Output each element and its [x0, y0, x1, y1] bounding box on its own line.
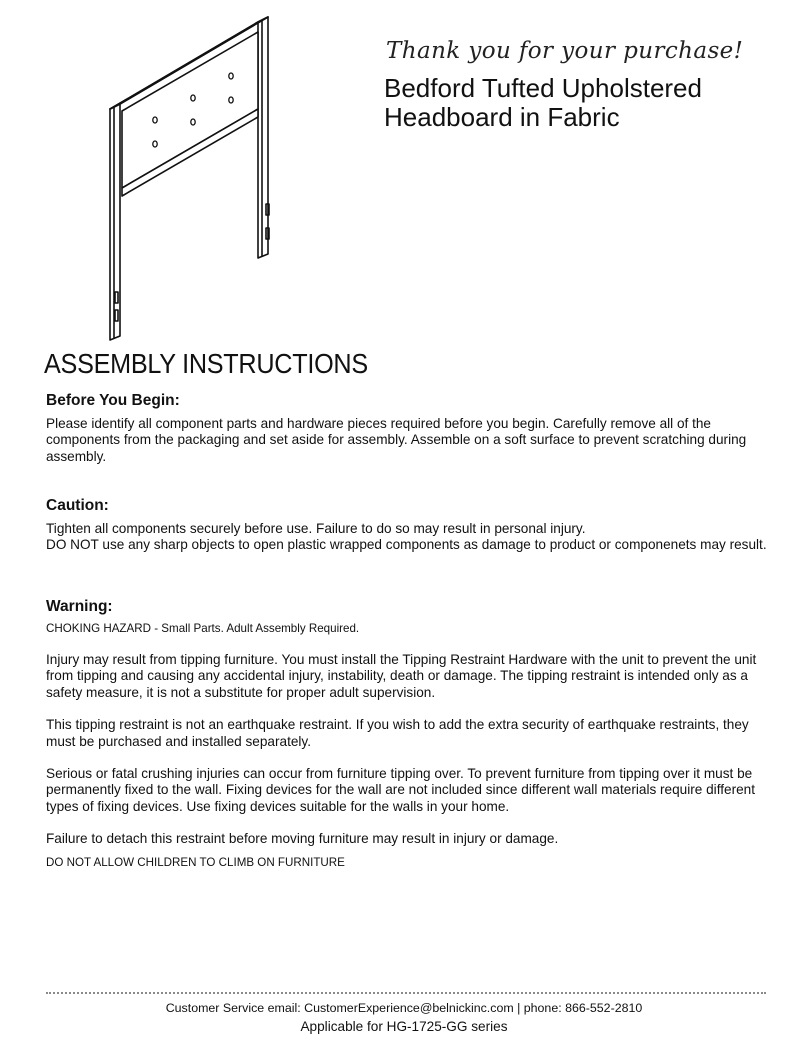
- headboard-illustration-icon: [100, 14, 280, 344]
- footer-divider: [46, 992, 766, 994]
- warning-paragraph-2: This tipping restraint is not an earthquake restraint. If you wish to add the extra security of earthquake restraints, they must be purchased and installed separately.: [46, 717, 749, 749]
- warning-paragraph-1: Injury may result from tipping furniture. You must install the Tipping Restraint Hardware with the unit to prevent the unit from tipping and causing any accidental injury, instability, death or damage. The tipping restraint is intended only as a safety measure, it is not a substitute for proper adult supervision.: [46, 652, 757, 700]
- product-title: Bedford Tufted Upholstered Headboard in Fabric: [384, 73, 702, 132]
- before-you-begin-heading: Before You Begin:: [46, 392, 180, 409]
- caution-line-2: DO NOT use any sharp objects to open plastic wrapped components as damage to product or componenets may result.: [46, 537, 767, 553]
- page-title: ASSEMBLY INSTRUCTIONS: [44, 348, 368, 379]
- customer-service-contact: Customer Service email: CustomerExperience@belnickinc.com | phone: 866-552-2810: [165, 1001, 643, 1015]
- warning-paragraph-3: Serious or fatal crushing injuries can occur from furniture tipping over. To prevent furniture from tipping over it must be permanently fixed to the wall. Fixing devices for the wall are not included since different wall materials require different types of fixing devices. Use fixing devices suitable for the walls in your home.: [46, 766, 755, 814]
- caution-heading: Caution:: [46, 497, 109, 514]
- caution-line-1: Tighten all components securely before use. Failure to do so may result in personal injury.: [46, 521, 586, 536]
- before-you-begin-text: Please identify all component parts and hardware pieces required before you begin. Carefully remove all of the components from the packaging and set aside for assembly. Assemble on a soft surface to prevent scratching during assembly.: [46, 416, 747, 464]
- warning-heading: Warning:: [46, 598, 113, 615]
- caution-section: [46, 497, 768, 554]
- warning-section: [46, 598, 768, 870]
- before-you-begin-section: [46, 392, 768, 465]
- no-climb-warning: DO NOT ALLOW CHILDREN TO CLIMB ON FURNITURE: [46, 855, 345, 869]
- thank-you-tagline: Thank you for your purchase!: [386, 38, 744, 64]
- choking-hazard-text: CHOKING HAZARD - Small Parts. Adult Assembly Required.: [46, 622, 360, 635]
- applicable-series: Applicable for HG-1725-GG series: [300, 1019, 508, 1034]
- warning-paragraph-4: Failure to detach this restraint before moving furniture may result in injury or damage.: [46, 831, 559, 847]
